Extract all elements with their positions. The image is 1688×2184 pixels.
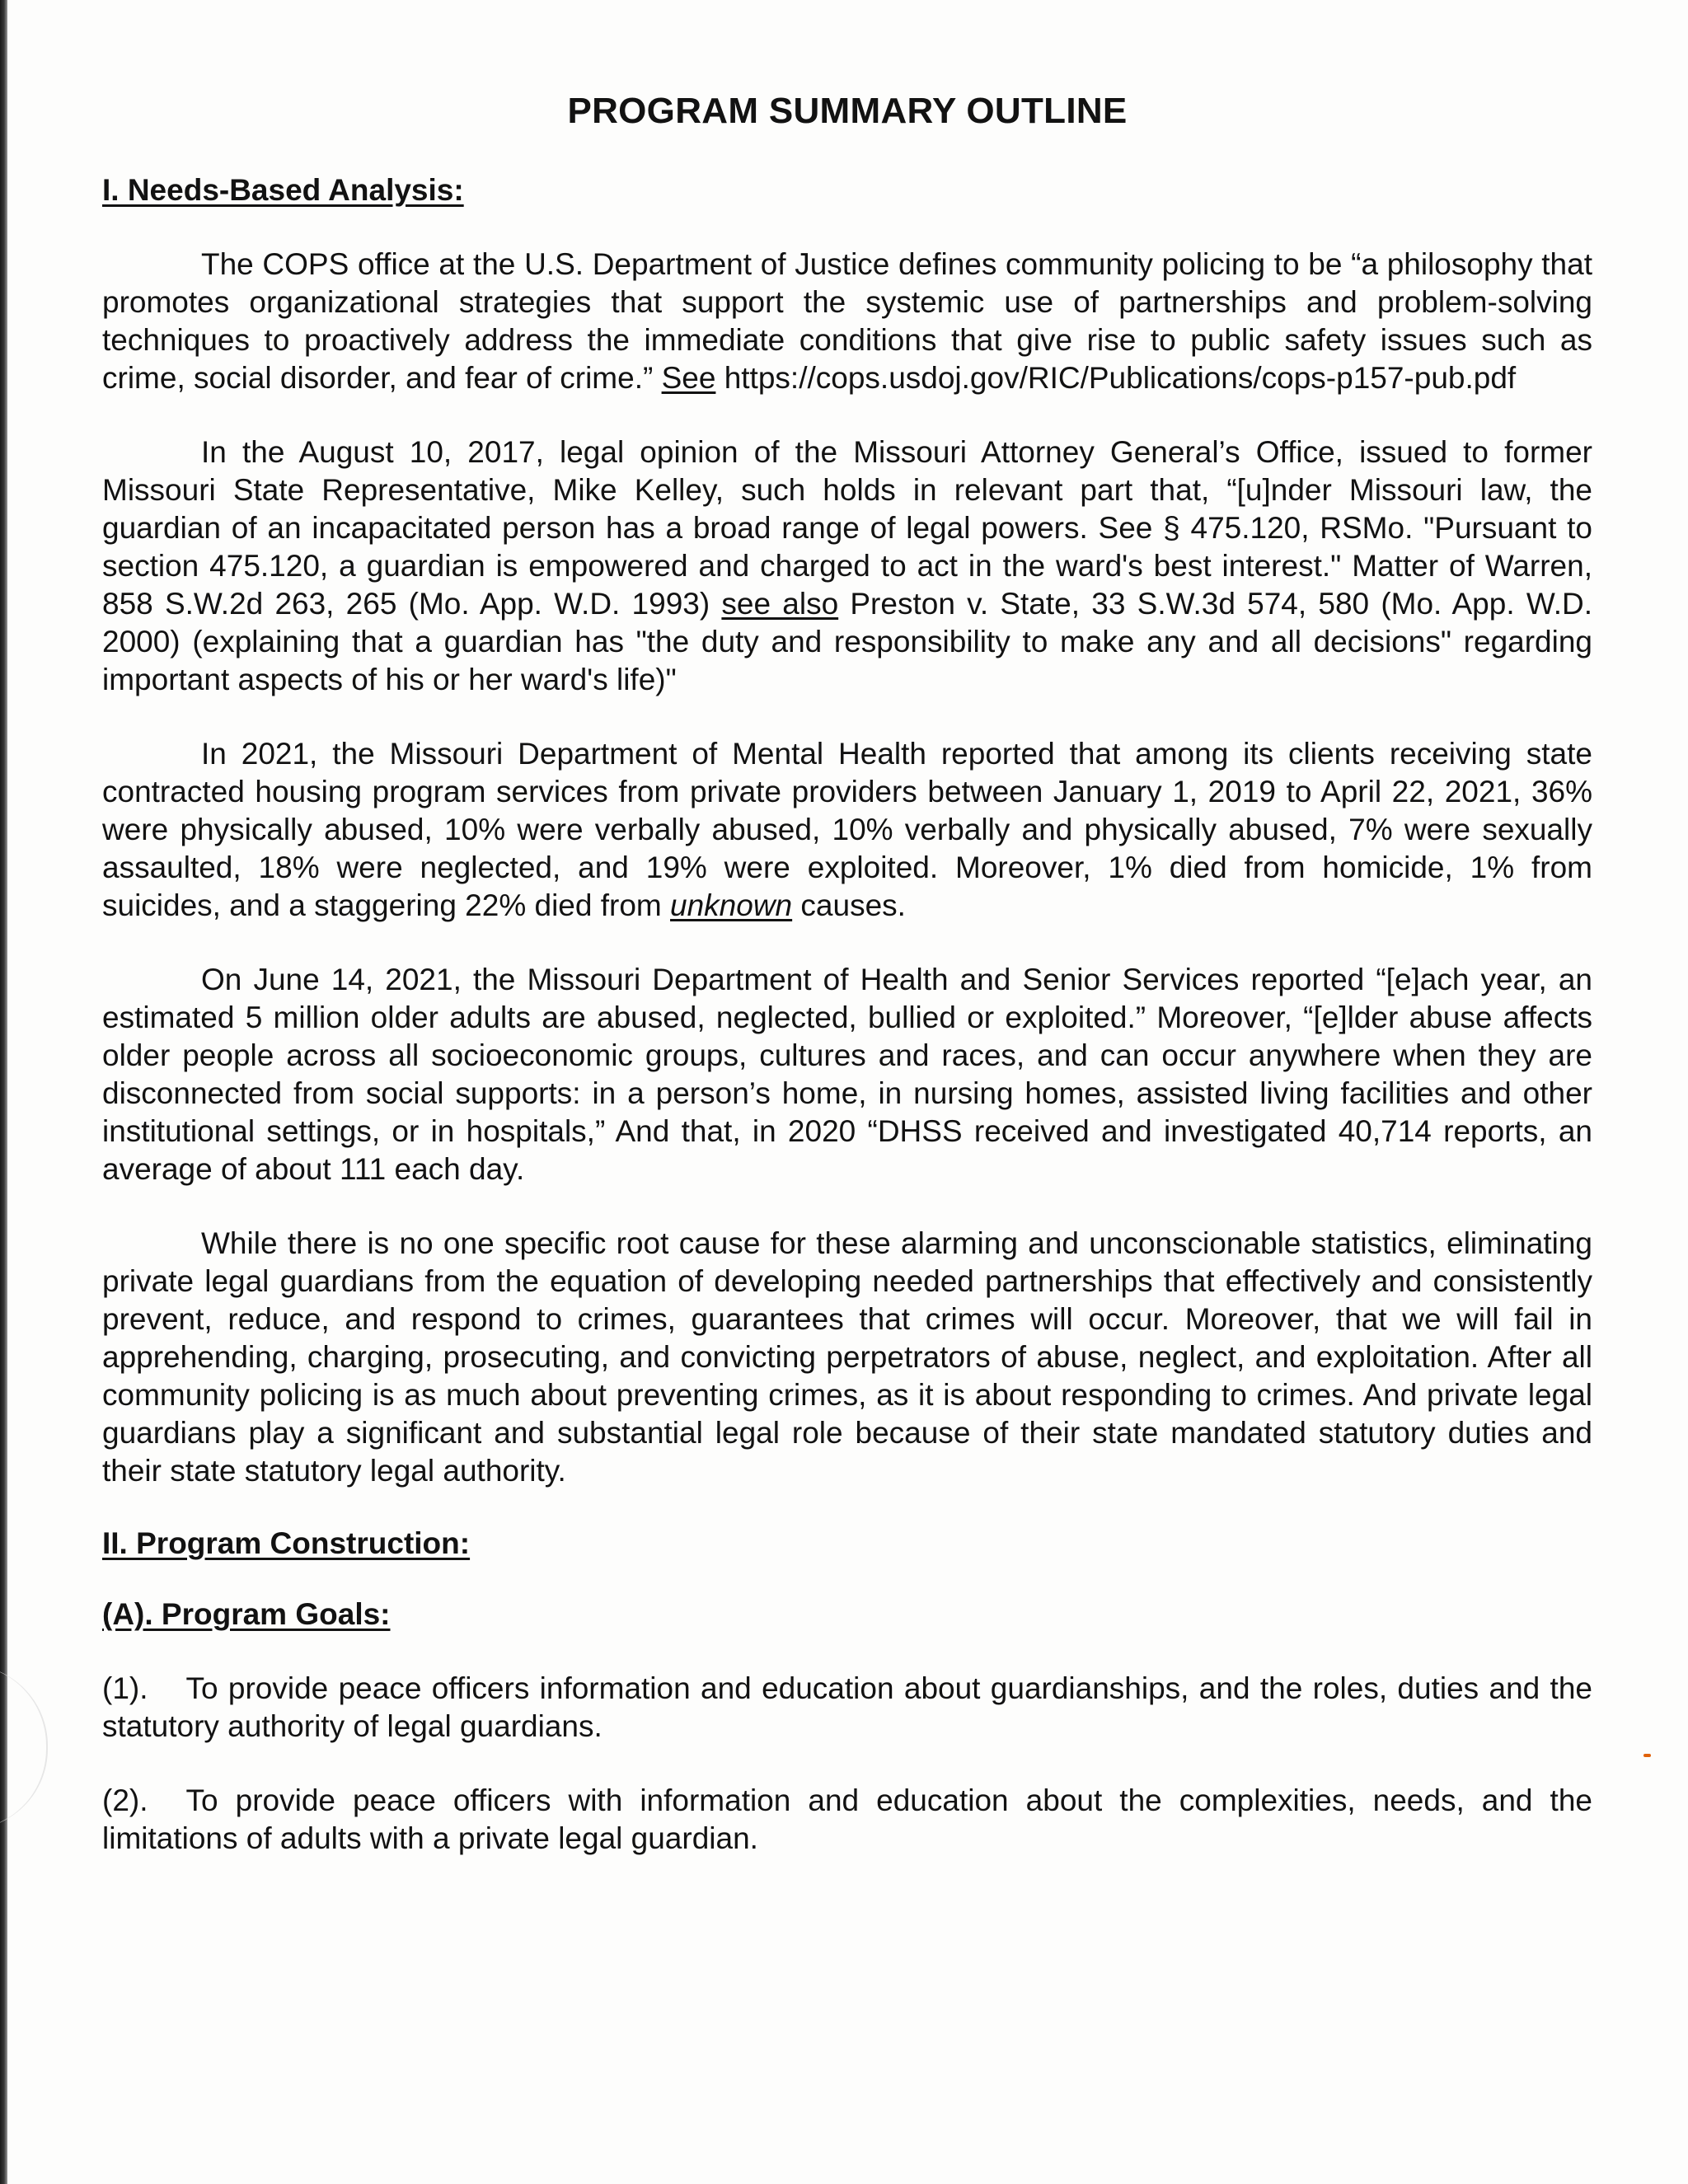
goal-number: (1). bbox=[102, 1671, 148, 1705]
scan-speck bbox=[1643, 1754, 1651, 1757]
section-heading-program-construction: II. Program Construction: bbox=[102, 1526, 471, 1560]
document-title: PROGRAM SUMMARY OUTLINE bbox=[567, 91, 1128, 131]
section-heading-needs-analysis: I. Needs-Based Analysis: bbox=[102, 173, 464, 207]
paragraph-text: In 2021, the Missouri Department of Mental Health reported that among its clients receiving state contracted housing program services from private providers between January 1, 2019 to April 22, 2021, 36% were physically abused, 10% were verbally abused, 10% verbally and physically abused, 7% were sexually assaulted, 18% were neglected, and 19% were exploited. Moreover, 1% died from homicide, 1% from suicides, and a staggering 22% died from bbox=[102, 737, 1592, 922]
paragraph-text: The COPS office at the U.S. Department of Justice defines community policing to be “a philosophy that promotes organizational strategies that support the systemic use of partnerships and problem-solving techniques to proactively address the immediate conditions that give rise to public safety issues such as crime, social disorder, and fear of crime.” bbox=[102, 247, 1592, 395]
goal-text: To provide peace officers information and education about guardianships, and the roles, duties and the statutory authority of legal guardians. bbox=[102, 1671, 1592, 1743]
subsection-heading-program-goals: (A). Program Goals: bbox=[102, 1597, 391, 1631]
goal-item bbox=[102, 1670, 1592, 1746]
paragraph-text: causes. bbox=[792, 888, 906, 922]
punch-hole-mark bbox=[0, 1665, 48, 1830]
paragraph-attorney-general-opinion bbox=[102, 434, 1592, 699]
paragraph-text: https://cops.usdoj.gov/RIC/Publications/cops-p157-pub.pdf bbox=[715, 361, 1517, 395]
goal-text: To provide peace officers with information and education about the complexities, needs, and the limitations of adults with a private legal guardian. bbox=[102, 1783, 1592, 1855]
goal-item bbox=[102, 1782, 1592, 1858]
paragraph-dhss-report: On June 14, 2021, the Missouri Department of Health and Senior Services reported “[e]ach year, an estimated 5 million older adults are abused, neglected, bullied or exploited.” Moreover, “[e]lder abuse affects older people across all socioeconomic groups, cultures and races, and can occur anywhere when they are disconnected from social supports: in a person’s home, in nursing homes, assisted living facilities and other institutional settings, or in hospitals,” And that, in 2020 “DHSS received and investigated 40,714 reports, an average of about 111 each day. bbox=[102, 963, 1592, 1186]
paragraph-text: Preston v. State, 33 S.W.3d 574, 580 (Mo. App. W.D. 2000) (explaining that a guardian has "the duty and responsibility to make any and all decisions" regarding important aspects of his or her ward's life)" bbox=[102, 587, 1592, 696]
see-also-citation-signal: see also bbox=[721, 587, 839, 621]
document-page bbox=[102, 82, 1592, 1858]
scan-edge-shadow bbox=[0, 0, 7, 2184]
emphasized-unknown: unknown bbox=[670, 888, 793, 922]
paragraph-cops-definition bbox=[102, 246, 1592, 397]
see-citation-signal: See bbox=[661, 361, 716, 395]
paragraph-text: In the August 10, 2017, legal opinion of the Missouri Attorney General’s Office, issued to former Missouri State Representative, Mike Kelley, such holds in relevant part that, “[u]nder Missouri law, the guardian of an incapacitated person has a broad range of legal powers. See § 475.120, RSMo. "Pursuant to section 475.120, a guardian is empowered and charged to act in the ward's best interest." Matter of Warren, 858 S.W.2d 263, 265 (Mo. App. W.D. 1993) bbox=[102, 435, 1592, 621]
paragraph-mental-health-statistics bbox=[102, 735, 1592, 925]
paragraph-root-cause: While there is no one specific root cause for these alarming and unconscionable statistics, eliminating private legal guardians from the equation of developing needed partnerships that effectively and consistently prevent, reduce, and respond to crimes, guarantees that crimes will occur. Moreover, that we will fail in apprehending, charging, prosecuting, and convicting perpetrators of abuse, neglect, and exploitation. After all community policing is as much about preventing crimes, as it is about responding to crimes. And private legal guardians play a significant and substantial legal role because of their state mandated statutory duties and their state statutory legal authority. bbox=[102, 1226, 1592, 1488]
goal-number: (2). bbox=[102, 1783, 148, 1817]
